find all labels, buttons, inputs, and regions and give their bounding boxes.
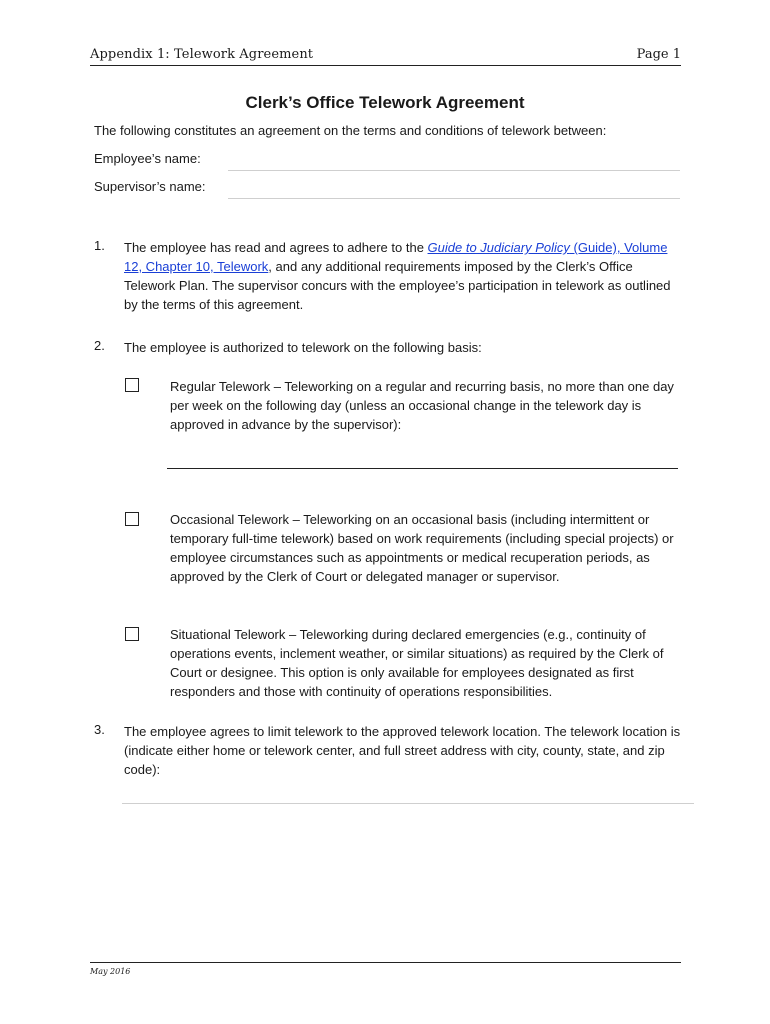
employee-name-label: Employee’s name:	[94, 151, 201, 166]
telework-day-field[interactable]	[167, 468, 678, 469]
item-number: 1.	[94, 238, 105, 253]
item-3-text: The employee agrees to limit telework to the approved telework location. The telework location is (indicate either home or telework center, and full street address with city, county, state, and zip code):	[124, 724, 681, 777]
item-2-text: The employee is authorized to telework on the following basis:	[124, 340, 482, 355]
guide-link[interactable]: Guide to Judiciary Policy (Guide), Volume 12, Chapter 10, Telework	[124, 240, 668, 274]
header-title: Appendix 1: Telework Agreement	[90, 47, 314, 62]
item-number: 2.	[94, 338, 105, 353]
regular-telework-checkbox[interactable]	[125, 378, 139, 392]
telework-location-field[interactable]	[122, 803, 694, 804]
page-number: Page 1	[636, 47, 681, 62]
footer-date: May 2016	[90, 967, 131, 976]
supervisor-name-field[interactable]	[228, 198, 680, 199]
item-1-text: The employee has read and agrees to adhere to the Guide to Judiciary Policy (Guide), Volume 12, Chapter 10, Telework, and any additional requirements imposed by the Clerk’s Office Telework Plan. The supervisor concurs with the employee’s participation in telework as outlined by the terms of this agreement.	[124, 240, 671, 312]
occasional-telework-text: Occasional Telework – Teleworking on an occasional basis (including intermittent or temporary full-time telework) based on work requirements (including special projects) or employee circumstances such as appointments or medical recuperation periods, as approved by the Clerk of Court or delegated manager or supervisor.	[170, 512, 674, 584]
employee-name-field[interactable]	[228, 170, 680, 171]
regular-telework-text: Regular Telework – Teleworking on a regular and recurring basis, no more than one day per week on the following day (unless an occasional change in the telework day is approved in advance by the supervisor):	[170, 379, 674, 432]
situational-telework-checkbox[interactable]	[125, 627, 139, 641]
situational-telework-text: Situational Telework – Teleworking during declared emergencies (e.g., continuity of operations events, inclement weather, or similar situations) as required by the Clerk of Court or designee. This option is only available for employees designated as first responders and those with continuity of operations responsibilities.	[170, 627, 664, 699]
occasional-telework-checkbox[interactable]	[125, 512, 139, 526]
intro-text: The following constitutes an agreement on the terms and conditions of telework between:	[94, 123, 607, 138]
footer-divider	[90, 962, 681, 963]
supervisor-name-label: Supervisor’s name:	[94, 179, 206, 194]
page-header	[90, 47, 681, 66]
document-title: Clerk’s Office Telework Agreement	[245, 93, 525, 112]
item-number: 3.	[94, 722, 105, 737]
